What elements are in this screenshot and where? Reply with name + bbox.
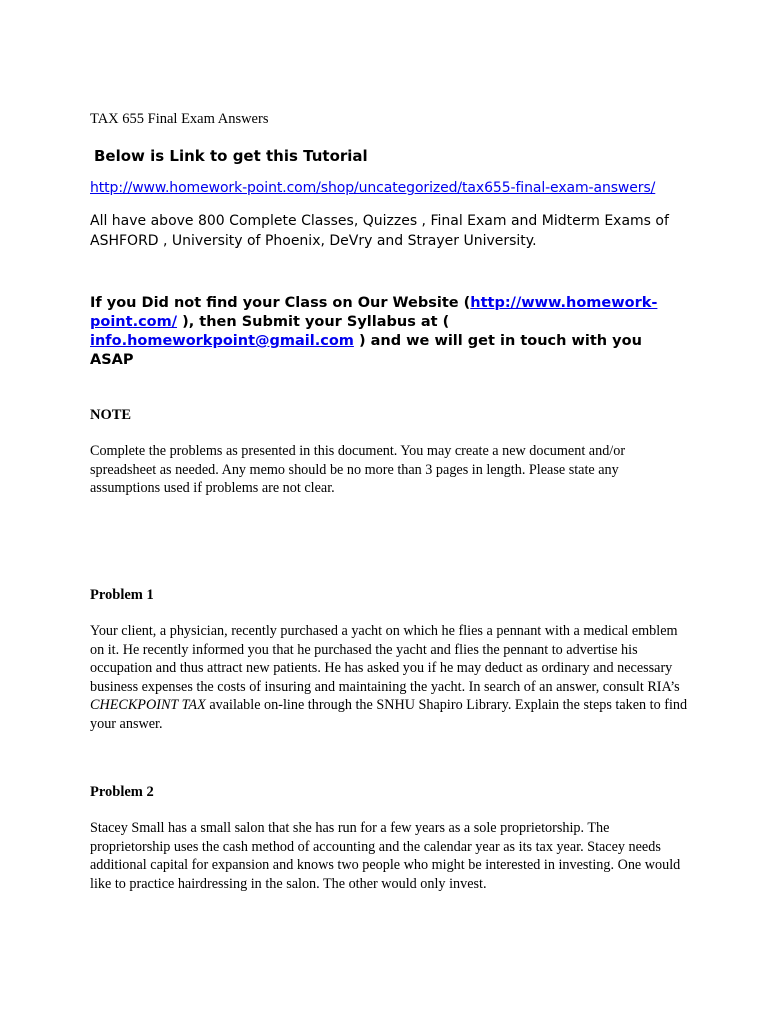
problem-2-body: Stacey Small has a small salon that she has run for a few years as a sole proprietorship. The proprietorship uses the cash method of accounting and the calendar year as its tax year. Stacey needs additional capital for expansion and knows two people who might be interested in investing. One would like to practice hairdressing in the salon. The other would only invest. [90, 820, 681, 892]
note-heading: NOTE [90, 407, 132, 423]
problem-1-body [90, 622, 690, 733]
classes-paragraph: All have above 800 Complete Classes, Quizzes , Final Exam and Midterm Exams of ASHFORD , University of Phoenix, DeVry and Strayer University. [90, 213, 669, 249]
document-title: TAX 655 Final Exam Answers [90, 111, 269, 127]
website-link[interactable]: http://www.homework-point.com/ [90, 295, 658, 330]
problem-1-text: Your client, a physician, recently purchased a yacht on which he flies a pennant with a medical emblem on it. He recently informed you that he purchased the yacht and flies the pennant to advertise his occupation and thus attract new patients. He has asked you if he may deduct as ordinary and necessary business expenses the costs of insuring and maintaining the yacht. In search of an answer, consult RIA’s [90, 623, 680, 695]
syllabus-text-part3: ) and we will get in touch with you ASAP [90, 333, 642, 368]
checkpoint-tax-title: CHECKPOINT TAX [90, 697, 206, 713]
problem-2-heading: Problem 2 [90, 784, 154, 800]
tutorial-link-line [90, 180, 655, 196]
problem-1-text-end: available on-line through the SNHU Shapiro Library. Explain the steps taken to find your answer. [90, 697, 688, 732]
syllabus-text-part2: ), then Submit your Syllabus at ( [177, 314, 450, 330]
syllabus-text-part1: If you Did not find your Class on Our Website ( [90, 295, 471, 311]
syllabus-paragraph [90, 294, 690, 370]
tutorial-link[interactable]: http://www.homework-point.com/shop/uncategorized/tax655-final-exam-answers/ [90, 180, 656, 196]
problem-1-heading: Problem 1 [90, 587, 154, 603]
note-body: Complete the problems as presented in this document. You may create a new document and/or spreadsheet as needed. Any memo should be no more than 3 pages in length. Please state any assumptions used if problems are not clear. [90, 443, 626, 496]
tutorial-heading: Below is Link to get this Tutorial [94, 147, 368, 165]
email-link[interactable]: info.homeworkpoint@gmail.com [90, 333, 354, 349]
